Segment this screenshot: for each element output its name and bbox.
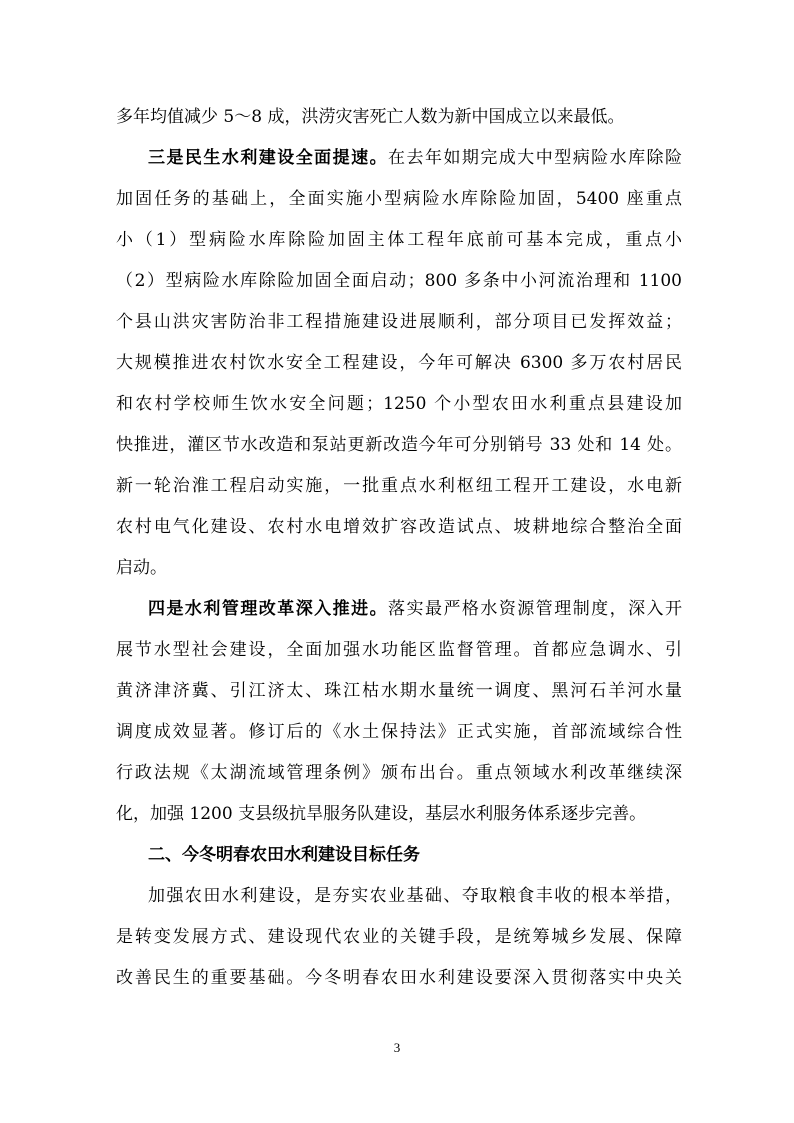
paragraph-2-line-7: 和农村学校师生饮水安全问题；1250 个小型农田水利重点县建设加 [116,394,682,414]
paragraph-3-line-2: 展节水型社会建设，全面加强水功能区监督管理。首都应急调水、引 [116,640,682,660]
paragraph-3-line-1 [148,593,682,625]
paragraph-3-line-4: 调度成效显著。修订后的《水土保持法》正式实施，首部流域综合性 [116,722,682,742]
paragraph-2-line-3: 小（1）型病险水库除险加固主体工程年底前可基本完成，重点小 [116,230,682,250]
paragraph-2-line-2: 加固任务的基础上，全面实施小型病险水库除险加固，5400 座重点 [116,189,682,209]
paragraph-2-line-5: 个县山洪灾害防治非工程措施建设进展顺利，部分项目已发挥效益； [116,312,682,332]
paragraph-2-line-4: （2）型病险水库除险加固全面启动；800 多条中小河流治理和 1100 [116,271,682,291]
section-heading: 二、今冬明春农田水利建设目标任务 [148,845,420,865]
paragraph-3-line-3: 黄济津济冀、引江济太、珠江枯水期水量统一调度、黑河石羊河水量 [116,681,682,701]
paragraph-3-lead: 四是水利管理改革深入推进。 [148,599,389,619]
paragraph-2-line-1 [148,142,682,174]
paragraph-3-line-5: 行政法规《太湖流域管理条例》颁布出台。重点领域水利改革继续深 [116,763,682,783]
paragraph-1-line-1: 多年均值减少 5～8 成，洪涝灾害死亡人数为新中国成立以来最低。 [116,107,625,127]
paragraph-2-first-line-rest: 在去年如期完成大中型病险水库除险 [388,148,682,168]
paragraph-2-line-6: 大规模推进农村饮水安全工程建设，今年可解决 6300 多万农村居民 [116,353,682,373]
paragraph-4-line-1: 加强农田水利建设，是夯实农业基础、夺取粮食丰收的根本举措， [148,886,682,906]
paragraph-3-line-6: 化，加强 1200 支县级抗旱服务队建设，基层水利服务体系逐步完善。 [116,804,647,824]
paragraph-2-lead: 三是民生水利建设全面提速。 [148,148,389,168]
paragraph-4-line-2: 是转变发展方式、建设现代农业的关键手段，是统筹城乡发展、保障 [116,927,682,947]
paragraph-2-line-10: 农村电气化建设、农村水电增效扩容改造试点、坡耕地综合整治全面 [116,517,682,537]
paragraph-2-line-8: 快推进，灌区节水改造和泵站更新改造今年可分别销号 33 处和 14 处。 [116,435,682,455]
paragraph-2-line-9: 新一轮治淮工程启动实施，一批重点水利枢纽工程开工建设，水电新 [116,476,682,496]
page-number: 3 [393,1040,401,1055]
paragraph-4-line-3: 改善民生的重要基础。今冬明春农田水利建设要深入贯彻落实中央关 [116,968,682,988]
paragraph-3-first-line-rest: 落实最严格水资源管理制度，深入开 [388,599,682,619]
paragraph-2-line-11: 启动。 [116,558,167,578]
